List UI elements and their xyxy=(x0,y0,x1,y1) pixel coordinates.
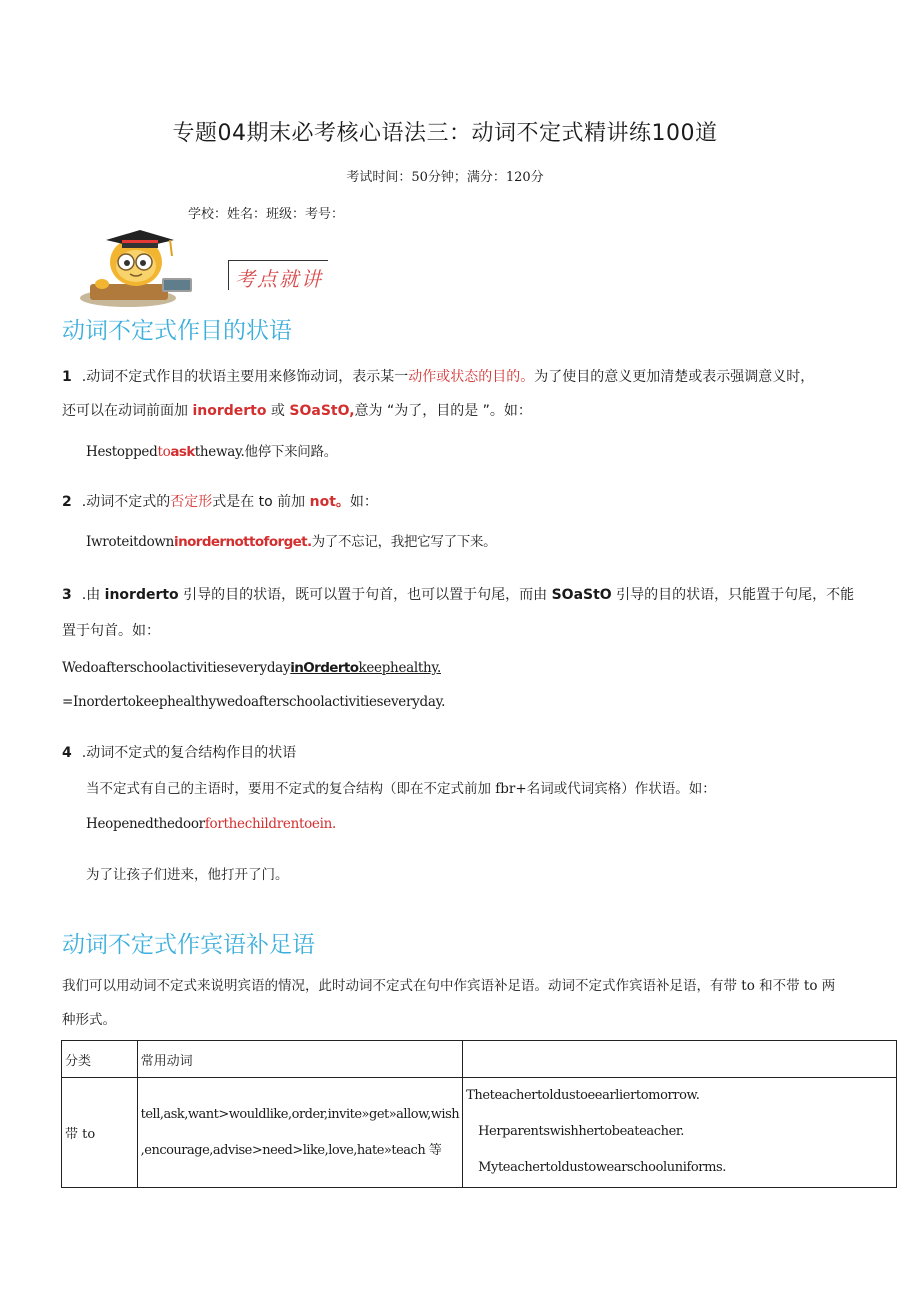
item-number: 3 xyxy=(62,587,72,603)
item-3-example-2: =Inordertokeephealthywedoafterschoolactivitieseveryday. xyxy=(62,694,446,710)
item-4-example-translation: 为了让孩子们进来，他打开了门。 xyxy=(86,867,289,883)
item-1-line-1: 1 .动词不定式作目的状语主要用来修饰动词，表示某一动作或状态的目的。为了使目的意义更加清楚或表示强调意义时， xyxy=(62,369,815,385)
verb-table xyxy=(61,1040,897,1188)
table-cell-examples: Theteachertoldustoeearliertomorrow. Herparentswishhertobeateacher. Myteachertoldustowearschooluniforms. xyxy=(463,1078,897,1188)
section-heading-purpose-adverbial: 动词不定式作目的状语 xyxy=(62,318,292,344)
section-heading-object-complement: 动词不定式作宾语补足语 xyxy=(62,932,315,958)
section-2-intro-line-1: 我们可以用动词不定式来说明宾语的情况，此时动词不定式在句中作宾语补足语。动词不定式作宾语补足语，有带 to 和不带 to 两 xyxy=(62,978,836,994)
item-4-example: Heopenedthedoorforthechildrentoein. xyxy=(86,816,337,832)
item-4-description: 当不定式有自己的主语时，要用不定式的复合结构（即在不定式前加 fbr+名词或代词宾格）作状语。如： xyxy=(86,781,716,797)
table-header-cell xyxy=(463,1041,897,1078)
table-cell-category: 带 to xyxy=(62,1078,138,1188)
item-2-example: Iwroteitdowninordernottoforget.为了不忘记，我把它写了下来。 xyxy=(86,534,497,550)
exam-meta: 考试时间：50分钟；满分：120分 xyxy=(346,170,544,185)
table-header-cell: 分类 xyxy=(62,1041,138,1078)
item-3-example-1: WedoafterschoolactivitieseverydayinOrdertokeephealthy. xyxy=(62,660,441,676)
item-number: 2 xyxy=(62,494,72,510)
item-3-line-2: 置于句首。如： xyxy=(62,623,160,639)
item-3-line-1: 3 .由 inorderto 引导的目的状语，既可以置于句首，也可以置于句尾，而由 SOaStO 引导的目的状语，只能置于句尾，不能 xyxy=(62,587,855,603)
section-2-intro-line-2: 种形式。 xyxy=(62,1012,116,1028)
section-badge xyxy=(228,260,328,290)
item-2-line-1: 2 .动词不定式的否定形式是在 to 前加 not。如： xyxy=(62,494,378,510)
item-4-line-1: 4 .动词不定式的复合结构作目的状语 xyxy=(62,745,297,761)
item-1-line-2: 还可以在动词前面加 inorderto 或 SOaStO,意为 “为了，目的是 ”。如： xyxy=(62,403,532,419)
table-cell-verbs: tell,ask,want>wouldlike,order,invite»get»allow,wish ,encourage,advise>need>like,love,hate»teach 等 xyxy=(137,1078,463,1188)
item-number: 1 xyxy=(62,369,72,385)
student-info-line: 学校：姓名：班级：考号： xyxy=(188,207,345,222)
badge-label: 考点就讲 xyxy=(235,267,323,291)
page-title: 专题04期末必考核心语法三：动词不定式精讲练100道 xyxy=(172,121,718,146)
mascot-graduate-icon xyxy=(78,226,206,308)
item-number: 4 xyxy=(62,745,72,761)
item-1-example: Hestoppedtoasktheway.他停下来问路。 xyxy=(86,444,337,460)
table-row xyxy=(62,1078,897,1188)
table-header-row xyxy=(62,1041,897,1078)
table-header-cell: 常用动词 xyxy=(137,1041,463,1078)
